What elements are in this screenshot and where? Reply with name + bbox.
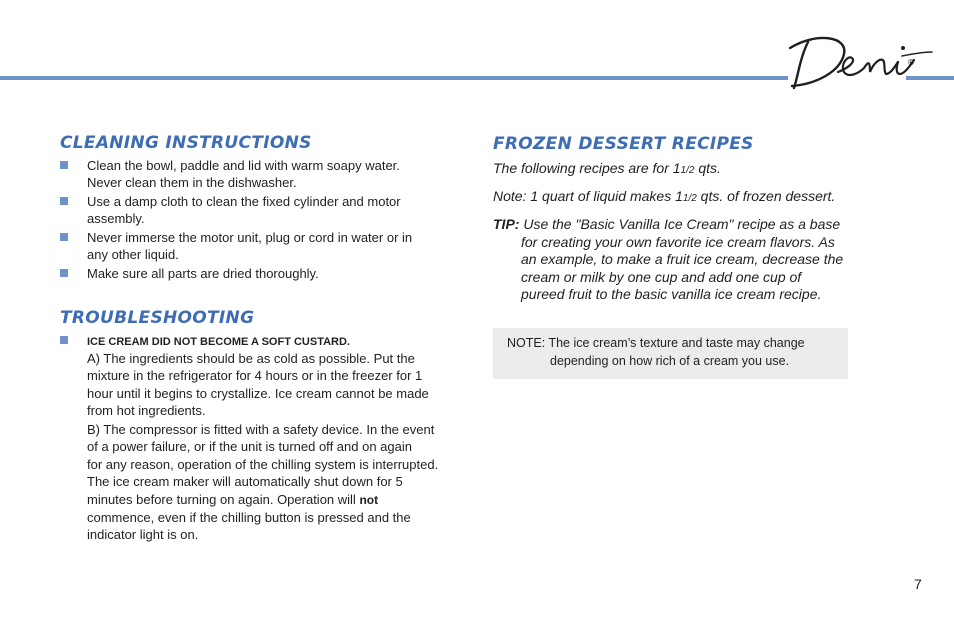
- list-item: Never immerse the motor unit, plug or cord in water or in any other liquid.: [60, 229, 440, 263]
- troubleshooting-list: [60, 332, 460, 351]
- list-item: Make sure all parts are dried thoroughly.: [60, 265, 440, 282]
- square-bullet-icon: [60, 233, 68, 241]
- issue-title: ICE CREAM DID NOT BECOME A SOFT CUSTARD.: [87, 336, 350, 348]
- list-item: Clean the bowl, paddle and lid with warm soapy water. Never clean them in the dishwasher.: [60, 157, 440, 191]
- cleaning-list: [60, 157, 440, 282]
- recipes-note: Note: 1 quart of liquid makes 11/2 qts. of frozen dessert.: [493, 188, 836, 204]
- troubleshoot-answer-b: B) The compressor is fitted with a safety device. In the event of a power failure, or if the unit is turned off and on again for any reason, operation of the chilling system is interrupted. The ice cream maker will automatically shut down for 5 minutes before turning on again. Operation will not commence, even if the chilling button is pressed and the indicator light is on.: [87, 422, 439, 543]
- square-bullet-icon: [60, 269, 68, 277]
- recipes-heading: FROZEN DESSERT RECIPES: [493, 134, 754, 154]
- note-box: [493, 328, 848, 379]
- recipes-intro: The following recipes are for 11/2 qts.: [493, 160, 721, 176]
- troubleshooting-heading: TROUBLESHOOTING: [60, 308, 255, 328]
- square-bullet-icon: [60, 197, 68, 205]
- note-text: NOTE: The ice cream’s texture and taste may change depending on how rich of a cream you use.: [507, 336, 805, 368]
- square-bullet-icon: [60, 161, 68, 169]
- page-number: 7: [914, 576, 922, 592]
- cleaning-heading: CLEANING INSTRUCTIONS: [60, 133, 312, 153]
- tip-label: TIP:: [493, 216, 520, 232]
- header-rule: [0, 76, 788, 80]
- troubleshoot-answer-a: A) The ingredients should be as cold as possible. Put the mixture in the refrigerator for 4 hours or in the freezer for 1 hour until it begins to crystallize. Ice cream cannot be made from hot ingredients.: [87, 351, 429, 419]
- registered-mark: ®: [907, 58, 915, 67]
- list-item: [60, 332, 460, 351]
- recipes-tip: TIP: Use the "Basic Vanilla Ice Cream" recipe as a base for creating your own favorite ice cream flavors. As an example, to make a fruit ice cream, decrease the cream or milk by one cup and add one cup of pureed fruit to the basic vanilla ice cream recipe.: [493, 216, 844, 302]
- square-bullet-icon: [60, 336, 68, 344]
- list-item: Use a damp cloth to clean the fixed cylinder and motor assembly.: [60, 193, 440, 227]
